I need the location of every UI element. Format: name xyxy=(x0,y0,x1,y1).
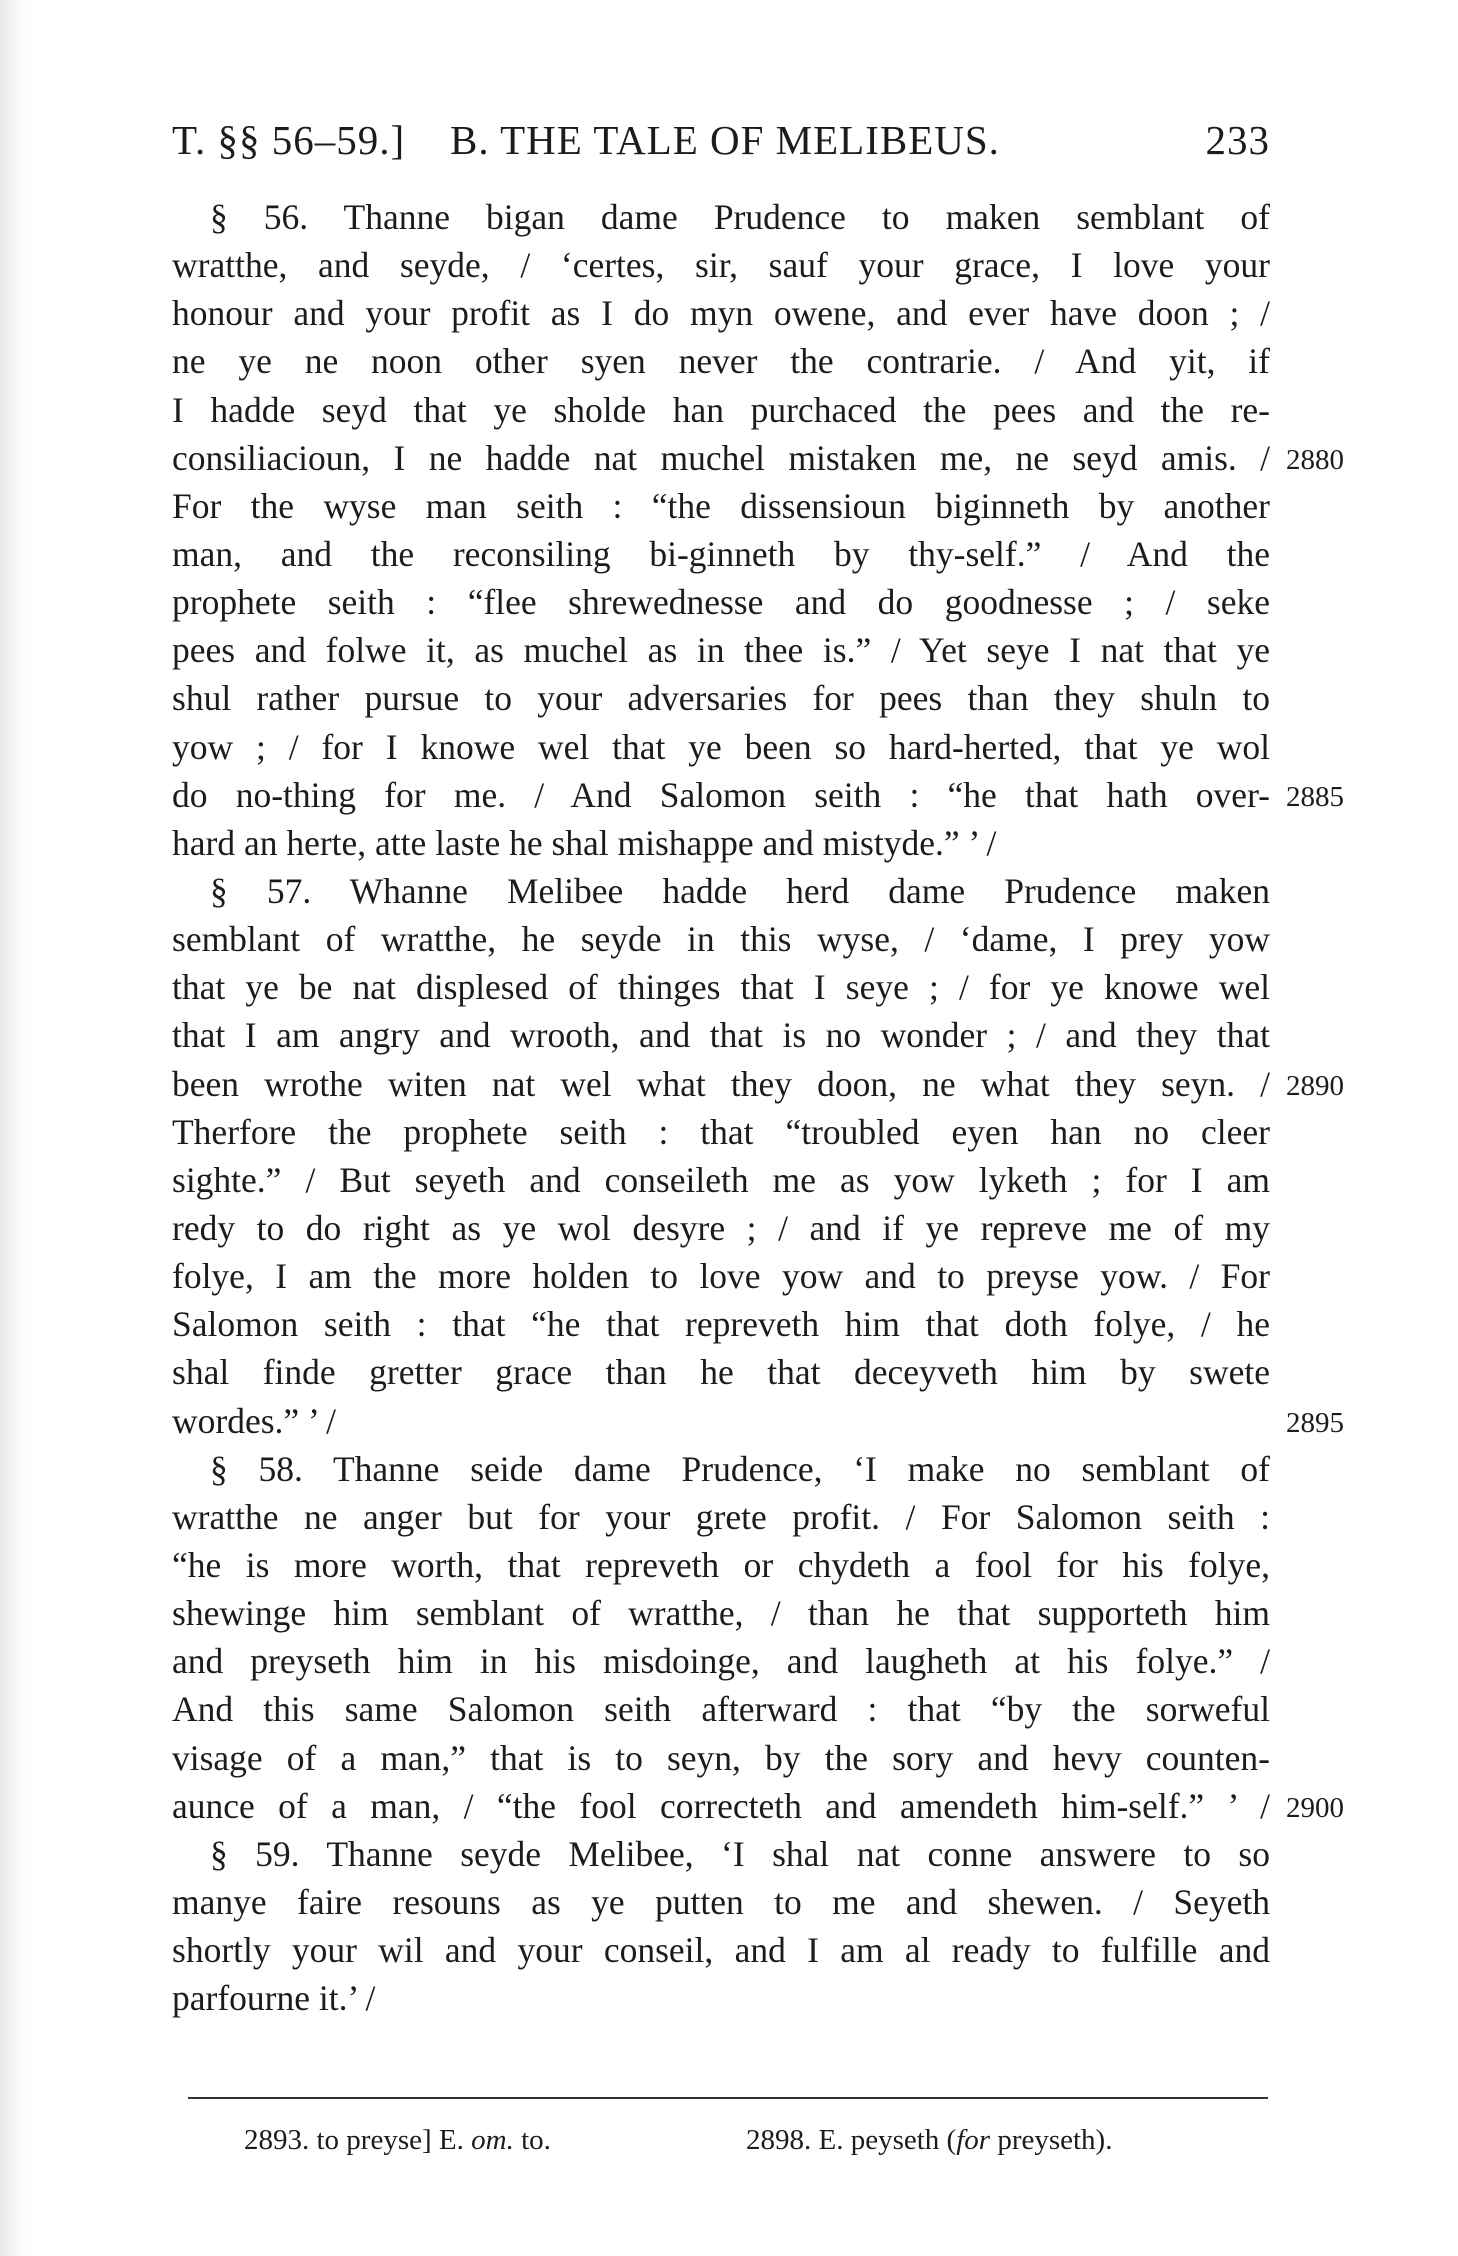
line-text: aunce of a man, / “the fool correcteth and amendeth him-self.” ’ / xyxy=(172,1785,1270,1826)
text-line xyxy=(172,1974,1270,2022)
text-line xyxy=(172,434,1344,482)
line-text: And this same Salomon seith afterward : that “by the sorweful xyxy=(172,1689,1270,1730)
line-text: I hadde seyd that ye sholde han purchaced the pees and the re- xyxy=(172,389,1270,430)
line-text: and preyseth him in his misdoinge, and laugheth at his folye.” / xyxy=(172,1641,1270,1682)
footnote-2898 xyxy=(746,2124,1112,2157)
line-text: that I am angry and wrooth, and that is no wonder ; / and they that xyxy=(172,1015,1270,1056)
text-line xyxy=(172,819,1270,867)
text-line xyxy=(172,578,1270,626)
line-text: yow ; / for I knowe wel that ye been so hard-herted, that ye wol xyxy=(172,726,1270,767)
footnote-text-after: to. xyxy=(513,2124,551,2156)
line-text: consiliacioun, I ne hadde nat muchel mistaken me, ne seyd amis. / xyxy=(172,437,1270,478)
line-text: parfourne it.’ / xyxy=(172,1978,376,2019)
text-line xyxy=(172,289,1270,337)
line-text: Therfore the prophete seith : that “troubled eyen han no cleer xyxy=(172,1111,1270,1152)
text-line xyxy=(172,1589,1270,1637)
text-line xyxy=(172,1493,1270,1541)
line-text: manye faire resouns as ye putten to me and shewen. / Seyeth xyxy=(172,1881,1270,1922)
line-text: shal finde gretter grace than he that deceyveth him by swete xyxy=(172,1352,1270,1393)
footnote-line-number: 2898. xyxy=(746,2124,812,2156)
text-line xyxy=(172,1348,1270,1396)
text-line xyxy=(172,386,1270,434)
section-reference: T. §§ 56–59.] xyxy=(172,117,406,163)
running-title: B. THE TALE OF MELIBEUS. xyxy=(450,117,1000,163)
text-line xyxy=(172,963,1270,1011)
text-line xyxy=(172,1637,1270,1685)
text-line xyxy=(172,1734,1270,1782)
line-text: Salomon seith : that “he that repreveth him that doth folye, / he xyxy=(172,1304,1270,1345)
text-line xyxy=(172,241,1270,289)
line-number: 2885 xyxy=(1286,780,1344,813)
line-text: visage of a man,” that is to seyn, by the sory and hevy counten- xyxy=(172,1737,1270,1778)
text-line xyxy=(172,1300,1270,1348)
text-line xyxy=(172,723,1270,771)
page-number: 233 xyxy=(1205,117,1270,163)
running-header xyxy=(172,116,1270,166)
text-line xyxy=(172,674,1270,722)
text-line xyxy=(172,193,1270,241)
footnote-rule xyxy=(188,2097,1268,2099)
text-line xyxy=(172,915,1270,963)
text-line xyxy=(172,1156,1270,1204)
line-text: wratthe ne anger but for your grete profit. / For Salomon seith : xyxy=(172,1496,1270,1537)
text-line xyxy=(172,1397,1344,1445)
footnote-line-number: 2893. xyxy=(244,2124,310,2156)
text-line xyxy=(172,867,1270,915)
line-number: 2880 xyxy=(1286,443,1344,476)
text-line xyxy=(172,1011,1270,1059)
line-text: semblant of wratthe, he seyde in this wyse, / ‘dame, I prey yow xyxy=(172,919,1270,960)
line-text: § 57. Whanne Melibee hadde herd dame Prudence maken xyxy=(210,870,1270,911)
text-line xyxy=(172,1445,1270,1493)
line-text: man, and the reconsiling bi-ginneth by thy-self.” / And the xyxy=(172,533,1270,574)
text-line xyxy=(172,1685,1270,1733)
text-line xyxy=(172,1541,1270,1589)
line-text: shul rather pursue to your adversaries for pees than they shuln to xyxy=(172,678,1270,719)
footnote-italic: om. xyxy=(471,2124,514,2156)
line-text: ne ye ne noon other syen never the contrarie. / And yit, if xyxy=(172,341,1270,382)
text-line xyxy=(172,482,1270,530)
text-line xyxy=(172,771,1344,819)
text-line xyxy=(172,1878,1270,1926)
text-line xyxy=(172,1782,1344,1830)
text-line xyxy=(172,1204,1270,1252)
text-line xyxy=(172,1830,1270,1878)
line-text: folye, I am the more holden to love yow and to preyse yow. / For xyxy=(172,1256,1270,1297)
text-line xyxy=(172,337,1270,385)
line-text: that ye be nat displesed of thinges that I seye ; / for ye knowe wel xyxy=(172,967,1270,1008)
footnote-italic: for xyxy=(956,2124,991,2156)
line-text: § 58. Thanne seide dame Prudence, ‘I make no semblant of xyxy=(210,1448,1270,1489)
line-text: § 59. Thanne seyde Melibee, ‘I shal nat conne answere to so xyxy=(210,1833,1270,1874)
line-number: 2890 xyxy=(1286,1069,1344,1102)
line-text: prophete seith : “flee shrewednesse and do goodnesse ; / seke xyxy=(172,582,1270,623)
text-line xyxy=(172,1926,1270,1974)
line-text: redy to do right as ye wol desyre ; / and if ye repreve me of my xyxy=(172,1207,1270,1248)
line-text: wratthe, and seyde, / ‘certes, sir, sauf your grace, I love your xyxy=(172,245,1270,286)
text-line xyxy=(172,530,1270,578)
line-number: 2900 xyxy=(1286,1791,1344,1824)
line-text: wordes.” ’ / xyxy=(172,1400,336,1441)
line-text: shewinge him semblant of wratthe, / than he that supporteth him xyxy=(172,1593,1270,1634)
line-text: “he is more worth, that repreveth or chydeth a fool for his folye, xyxy=(172,1544,1270,1585)
line-text: been wrothe witen nat wel what they doon, ne what they seyn. / xyxy=(172,1063,1270,1104)
body-text xyxy=(172,193,1344,2022)
line-text: For the wyse man seith : “the dissensioun biginneth by another xyxy=(172,485,1270,526)
text-line xyxy=(172,1108,1270,1156)
text-line xyxy=(172,1060,1344,1108)
line-text: pees and folwe it, as muchel as in thee is.” / Yet seye I nat that ye xyxy=(172,630,1270,671)
line-text: § 56. Thanne bigan dame Prudence to maken semblant of xyxy=(210,197,1270,237)
footnote-2893 xyxy=(244,2124,551,2157)
page-edge-shadow xyxy=(0,0,30,2256)
line-text: shortly your wil and your conseil, and I am al ready to fulfille and xyxy=(172,1930,1270,1971)
footnote-text-after: preyseth). xyxy=(990,2124,1113,2156)
line-text: sighte.” / But seyeth and conseileth me as yow lyketh ; for I am xyxy=(172,1159,1270,1200)
text-line xyxy=(172,626,1270,674)
line-text: honour and your profit as I do myn owene, and ever have doon ; / xyxy=(172,293,1270,334)
line-text: do no-thing for me. / And Salomon seith : “he that hath over- xyxy=(172,774,1270,815)
footnote-text: to preyse] E. xyxy=(316,2124,472,2156)
line-text: hard an herte, atte laste he shal mishappe and mistyde.” ’ / xyxy=(172,822,997,863)
footnote-text: E. peyseth ( xyxy=(818,2124,957,2156)
text-line xyxy=(172,1252,1270,1300)
line-number: 2895 xyxy=(1286,1406,1344,1439)
